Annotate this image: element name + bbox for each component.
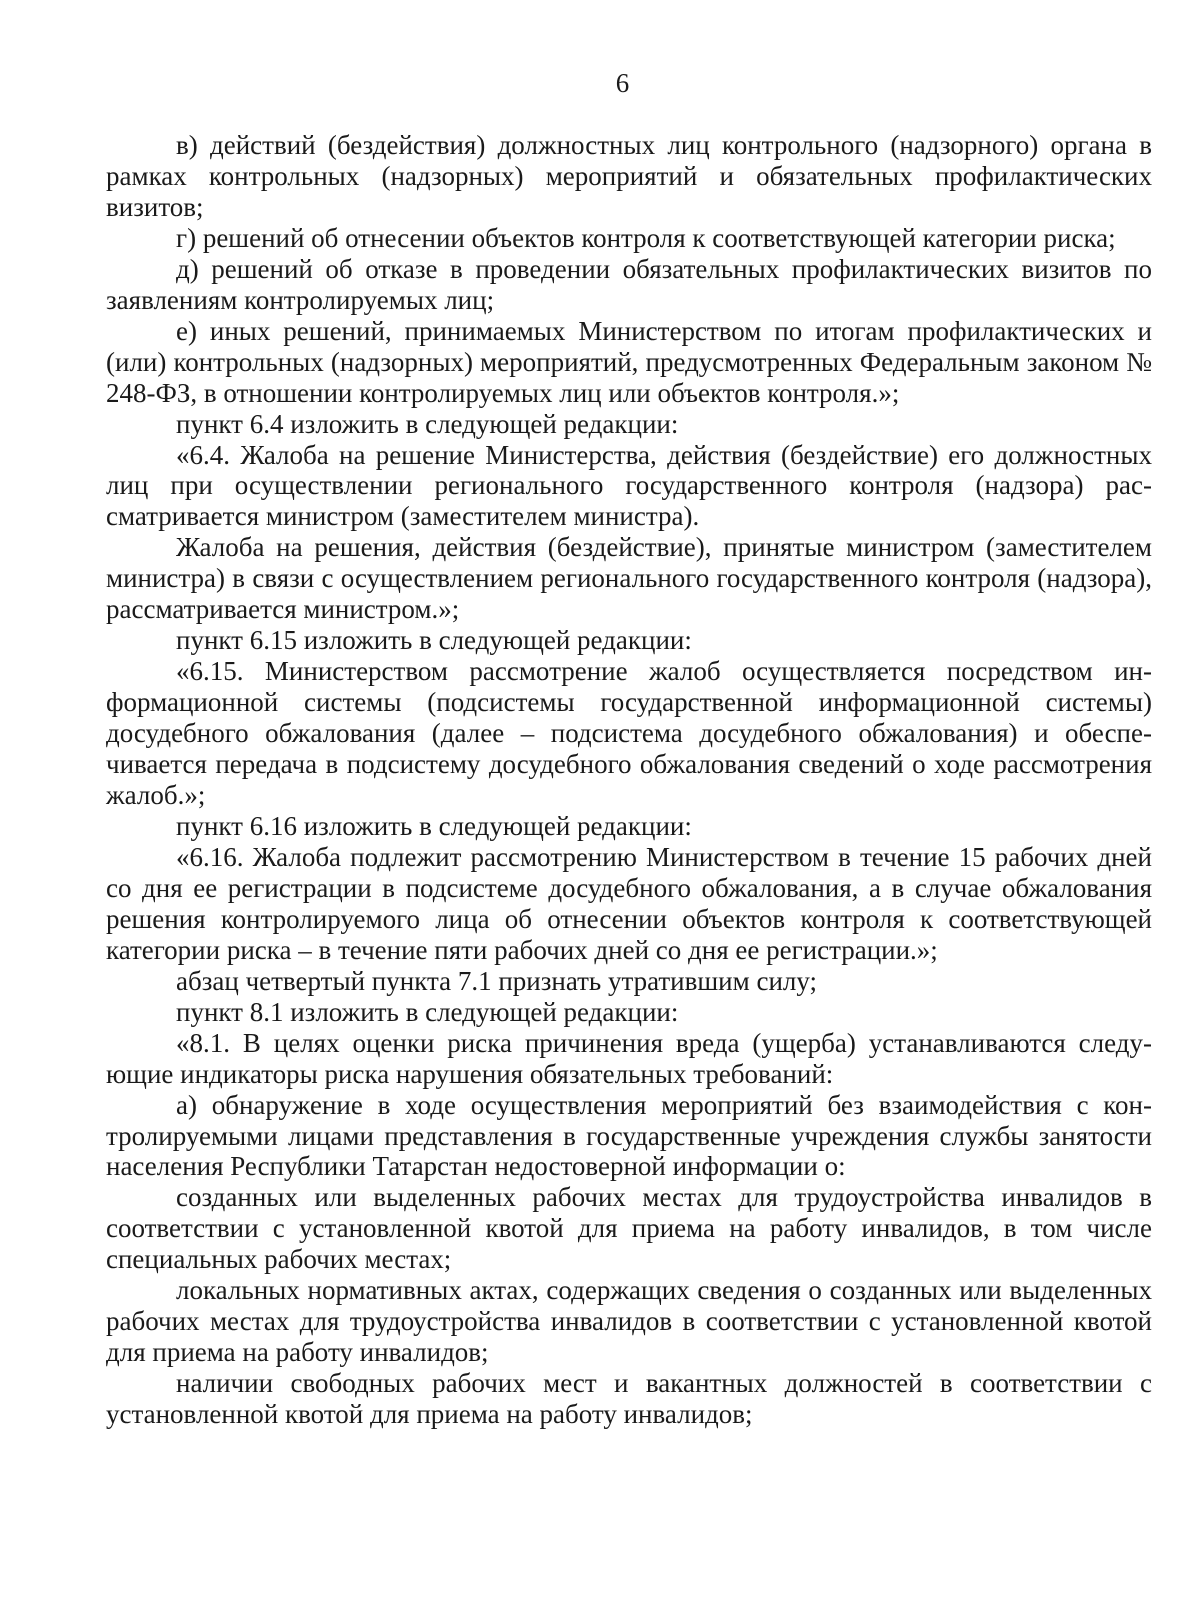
- paragraph-clause-6-4-minister: Жалоба на решения, действия (бездействие), принятые министром (заместителем министра) в связи с осуществлением регионального государственного контроля (надзора), рассматривается министром.»;: [106, 532, 1152, 625]
- paragraph-complaint-visit-refusal: д) решений об отказе в проведении обязательных профилактических визитов по заявлениям контролируемых лиц;: [106, 253, 1152, 315]
- paragraph-indicator-vacancies: наличии свободных рабочих мест и вакантных должностей в соответствии с установленной квотой для приема на работу инвалидов;: [106, 1368, 1152, 1430]
- paragraph-repeal-7-1: абзац четвертый пункта 7.1 признать утратившим силу;: [176, 965, 818, 996]
- paragraph-complaint-officials-actions: в) действий (бездействия) должностных лиц контрольного (надзорного) органа в рамках контрольных (надзорных) мероприятий и обязательных профилактических визитов;: [106, 130, 1152, 222]
- paragraph-amend-8-1: пункт 8.1 изложить в следующей редакции:: [176, 996, 679, 1027]
- paragraph-clause-6-4: «6.4. Жалоба на решение Министерства, действия (бездействие) его должностных лиц при осуществлении регионального государственного контроля (надзора) рассматривается министром (заместителем министра).: [106, 439, 1152, 532]
- paragraph-indicator-workplaces: созданных или выделенных рабочих местах для трудоустройства инвалидов в соответствии с установленной квотой для приема на работу инвалидов, в том числе специальных рабочих местах;: [106, 1182, 1152, 1275]
- paragraph-clause-6-15: «6.15. Министерством рассмотрение жалоб осуществляется посредством информационной системы (подсистемы государственной информационной системы) досудебного обжалования (далее – подсистема досудебного обжалования) и обеспечивается передача в подсистему досудебного обжалования сведений о ходе рассмотрения жалоб.»;: [106, 656, 1152, 811]
- paragraph-indicator-a: а) обнаружение в ходе осуществления мероприятий без взаимодействия с контролируемыми лицами представления в государственные учреждения службы занятости населения Республики Татарстан недостоверной информации о:: [106, 1089, 1152, 1182]
- paragraph-indicator-local-acts: локальных нормативных актах, содержащих сведения о созданных или выделенных рабочих местах для трудоустройства инвалидов в соответствии с установленной квотой для приема на работу инвалидов;: [106, 1275, 1152, 1368]
- paragraph-complaint-risk-category: г) решений об отнесении объектов контроля к соответствующей категории риска;: [176, 222, 1116, 253]
- page-number: 6: [615, 68, 630, 98]
- document-body: [106, 130, 1152, 1430]
- paragraph-amend-6-16: пункт 6.16 изложить в следующей редакции:: [176, 810, 692, 841]
- paragraph-amend-6-15: пункт 6.15 изложить в следующей редакции:: [176, 625, 692, 656]
- paragraph-complaint-other-decisions: е) иных решений, принимаемых Министерством по итогам профилактических и (или) контрольных (надзорных) мероприятий, предусмотренных Федеральным законом № 248-ФЗ, в отношении контролируемых лиц или объектов контроля.»;: [106, 315, 1152, 408]
- paragraph-amend-6-4: пункт 6.4 изложить в следующей редакции:: [176, 408, 679, 439]
- paragraph-clause-8-1: «8.1. В целях оценки риска причинения вреда (ущерба) устанавливаются следующие индикаторы риска нарушения обязательных требований:: [106, 1027, 1152, 1089]
- paragraph-clause-6-16: «6.16. Жалоба подлежит рассмотрению Министерством в течение 15 рабочих дней со дня ее регистрации в подсистеме досудебного обжалования, а в случае обжалования решения контролируемого лица об отнесении объектов контроля к соответствующей категории риска – в течение пяти рабочих дней со дня ее регистрации.»;: [106, 841, 1152, 965]
